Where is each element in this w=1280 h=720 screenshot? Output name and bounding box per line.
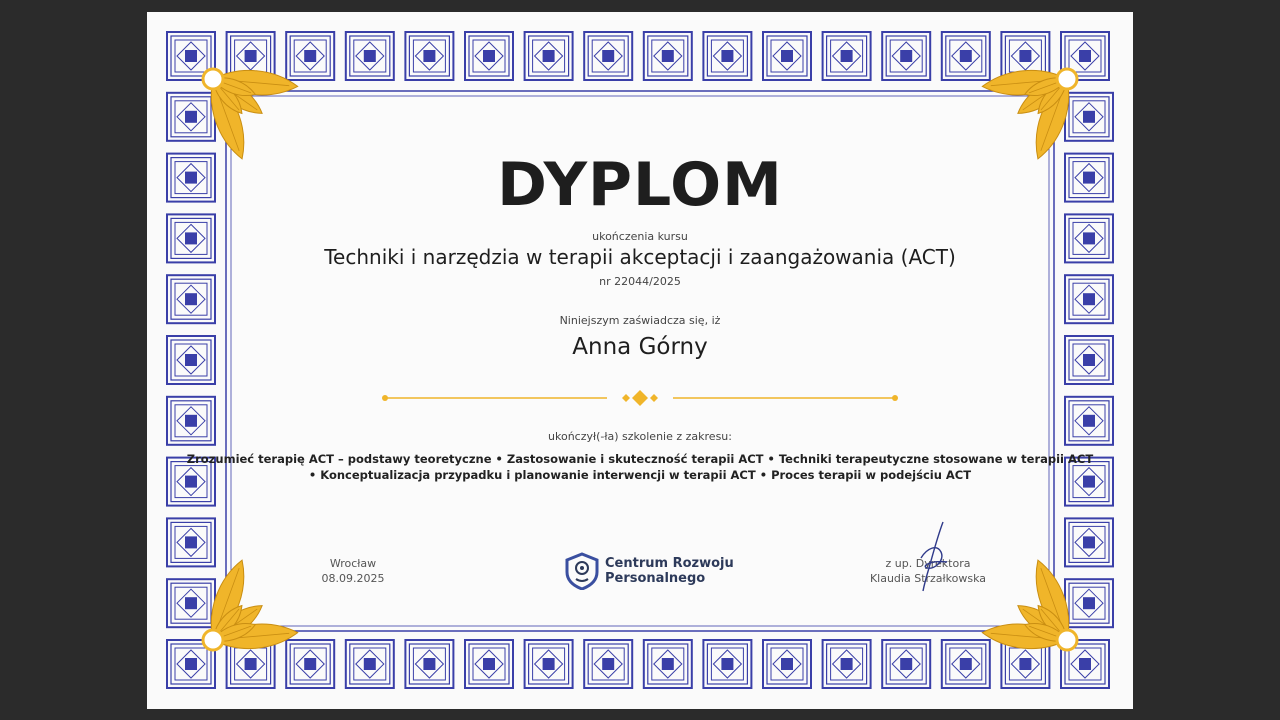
border-tile [1065, 518, 1113, 566]
border-tile [346, 32, 394, 80]
border-tile [823, 640, 871, 688]
topics-line-1: Zrozumieć terapię ACT – podstawy teoretyczne • Zastosowanie i skuteczność terapii ACT • Techniki terapeutyczne stosowane w terapii ACT [186, 452, 1094, 466]
border-tile [703, 640, 751, 688]
border-tile [525, 32, 573, 80]
org-name-line-1: Centrum Rozwoju [605, 556, 734, 571]
decorative-border [147, 12, 1133, 709]
border-tile [465, 32, 513, 80]
signer-name: Klaudia Strzałkowska [869, 572, 987, 585]
ornament-divider [377, 386, 903, 410]
certificate-number: nr 22044/2025 [599, 275, 681, 288]
border-tile [942, 640, 990, 688]
certificate-title: DYPLOM [497, 150, 783, 220]
organization-logo [564, 552, 734, 592]
topics-line-2: • Konceptualizacja przypadku i planowanie interwencji w terapii ACT • Proces terapii w podejściu ACT [308, 468, 972, 482]
signature-scribble [907, 518, 957, 594]
border-tile [584, 32, 632, 80]
recipient-name: Anna Górny [572, 334, 708, 360]
certificate-subtitle: ukończenia kursu [592, 230, 688, 243]
signer-role: z up. Dyrektora [885, 557, 971, 570]
border-tile [703, 32, 751, 80]
border-tile [405, 32, 453, 80]
border-tile [286, 32, 334, 80]
attest-text: Niniejszym zaświadcza się, iż [559, 314, 721, 327]
place-date [297, 556, 409, 586]
border-tile [167, 93, 215, 141]
border-tile [882, 640, 930, 688]
border-tile [286, 640, 334, 688]
border-tile [644, 640, 692, 688]
date: 08.09.2025 [321, 572, 385, 585]
shield-icon [564, 552, 600, 590]
border-tile [1065, 93, 1113, 141]
border-tile [942, 32, 990, 80]
border-tile [167, 518, 215, 566]
place: Wrocław [329, 557, 377, 570]
border-tile [763, 32, 811, 80]
course-name: Techniki i narzędzia w terapii akceptacji i zaangażowania (ACT) [324, 245, 956, 269]
border-tile [1065, 579, 1113, 627]
border-tile [584, 640, 632, 688]
border-tile [763, 640, 811, 688]
border-tile [346, 640, 394, 688]
border-tile [882, 32, 930, 80]
border-tile [465, 640, 513, 688]
org-name-line-2: Personalnego [605, 571, 706, 586]
border-tile [525, 640, 573, 688]
certificate [147, 12, 1133, 709]
border-tile [405, 640, 453, 688]
completed-text: ukończył(-ła) szkolenie z zakresu: [548, 430, 732, 443]
border-tile [167, 579, 215, 627]
border-tile [823, 32, 871, 80]
border-tile [644, 32, 692, 80]
